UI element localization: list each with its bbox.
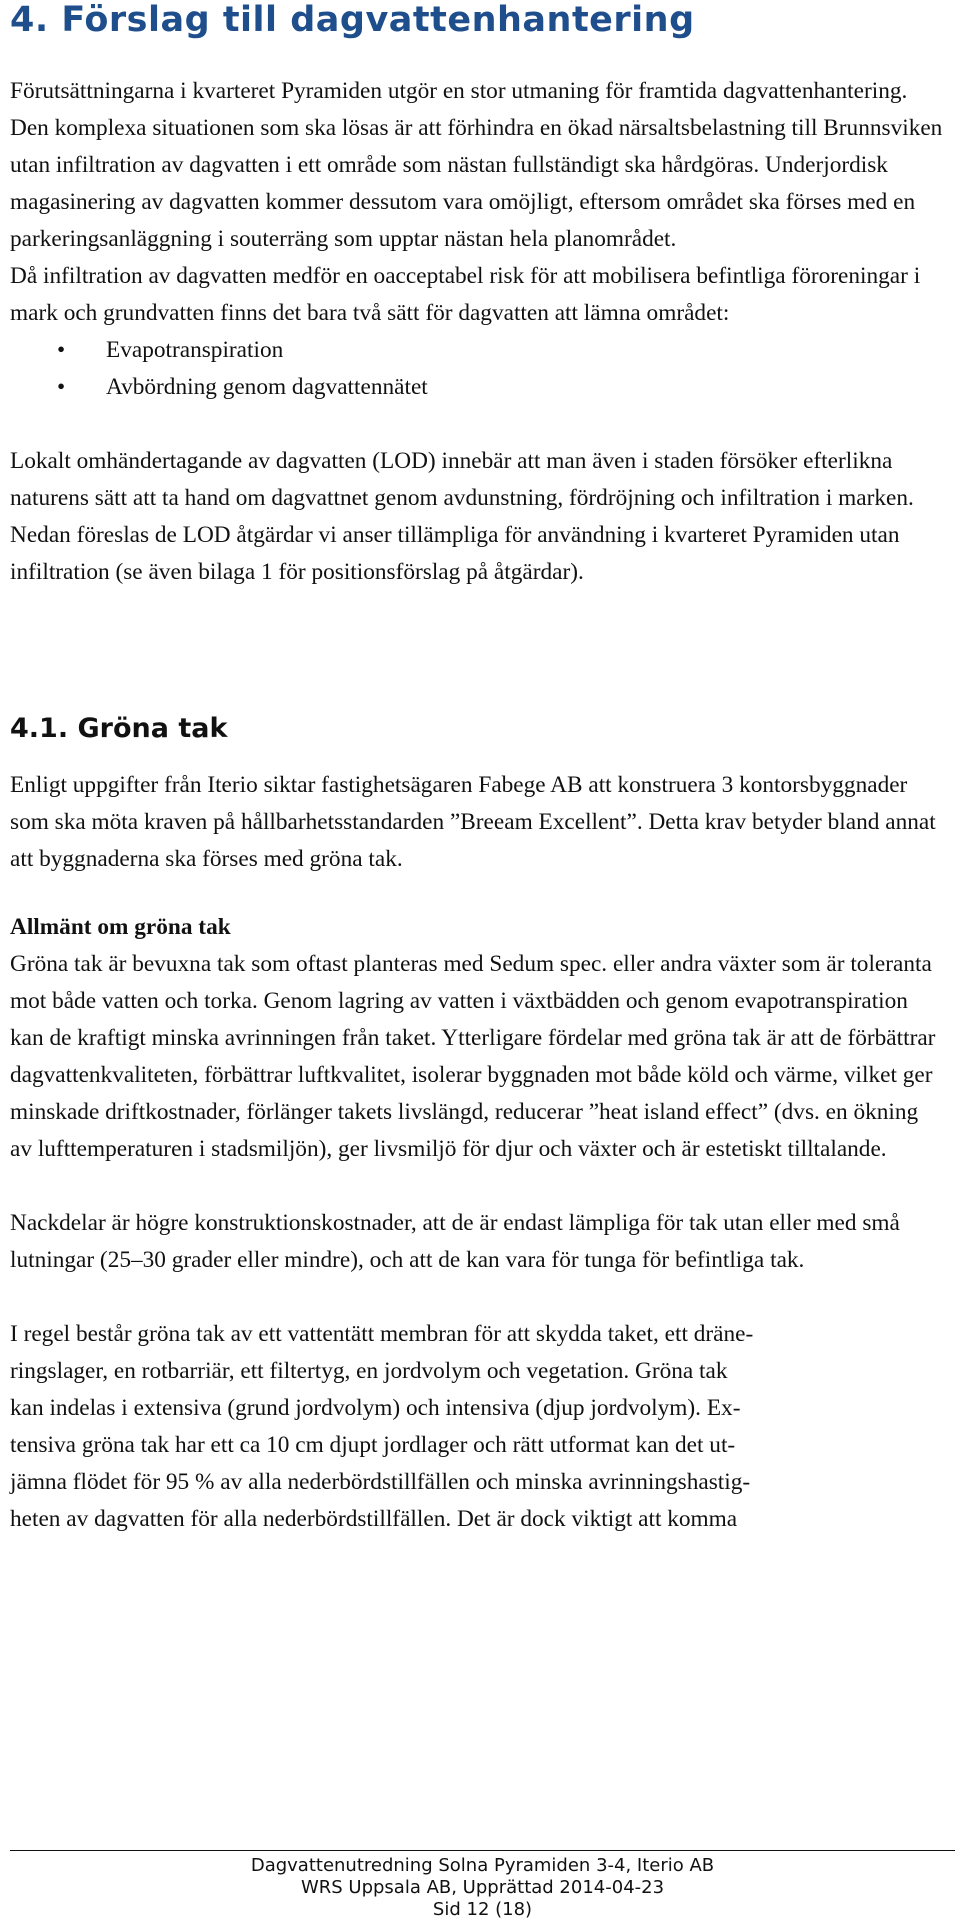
layers-line: kan indelas i extensiva (grund jordvolym) och intensiva (djup jordvolym). Ex- [10,1395,741,1421]
page-footer [10,1850,955,1921]
layers-line: I regel består gröna tak av ett vattentätt membran för att skydda taket, ett dräne- [10,1321,754,1347]
layers-paragraph [10,1316,945,1538]
general-heading: Allmänt om gröna tak [10,914,231,940]
bullet-list [10,332,945,406]
layers-line: heten av dagvatten för alla nederbördstillfällen. Det är dock viktigt att komma [10,1506,738,1532]
footer-project-line: Dagvattenutredning Solna Pyramiden 3-4, Iterio AB [250,1855,715,1876]
list-item [10,332,945,369]
page-number: Sid 12 (18) [432,1899,533,1920]
drawbacks-paragraph: Nackdelar är högre konstruktionskostnader, att de är endast lämpliga för tak utan eller med små lutningar (25–30 grader eller mindre), och att de kan vara för tunga för befintliga tak. [10,1210,900,1273]
intro-paragraph: Förutsättningarna i kvarteret Pyramiden utgör en stor utmaning för framtida dagvattenhantering. Den komplexa situationen som ska lösas är att förhindra en ökad närsaltsbelastning till Brunnsviken utan infiltration av dagvatten i ett område som nästan fullständigt ska hårdgöras. Underjordisk magasinering av dagvatten kommer dessutom vara omöjligt, eftersom området ska förses med en parkeringsanläggning i souterräng som upptar nästan hela planområdet. [10,78,943,252]
layers-line: jämna flödet för 95 % av alla nederbördstillfällen och minska avrinningshastig- [10,1469,751,1495]
layers-line: ringslager, en rotbarriär, ett filtertyg, en jordvolym och vegetation. Gröna tak [10,1358,728,1384]
layers-line: tensiva gröna tak har ett ca 10 cm djupt jordlager och rätt utformat kan det ut- [10,1432,736,1458]
general-paragraph: Gröna tak är bevuxna tak som oftast planteras med Sedum spec. eller andra växter som är toleranta mot både vatten och torka. Genom lagring av vatten i växtbädden och genom evapotranspiration kan de kraftigt minska avrinningen från taket. Ytterligare fördelar med gröna tak är att de förbättrar dagvattenkvaliteten, förbättrar luftkvalitet, isolerar byggnaden mot både köld och värme, vilket ger minskade driftkostnader, förlänger takets livslängd, reducerar ”heat island effect” (dvs. en ökning av lufttemperaturen i stadsmiljön), ger livsmiljö för djur och växter och är estetiskt tilltalande. [10,951,936,1162]
list-item [10,369,945,406]
document-page [10,0,945,1538]
bullet-icon: • [57,337,66,363]
iterio-paragraph: Enligt uppgifter från Iterio siktar fastighetsägaren Fabege AB att konstruera 3 kontorsbyggnader som ska möta kraven på hållbarhetsstandarden ”Breeam Excellent”. Detta krav betyder bland annat att byggnaderna ska förses med gröna tak. [10,772,936,872]
lod-paragraph: Lokalt omhändertagande av dagvatten (LOD) innebär att man även i staden försöker efterlikna naturens sätt att ta hand om dagvattnet genom avdunstning, fördröjning och infiltration i marken. Nedan föreslas de LOD åtgärdar vi anser tillämpliga för användning i kvarteret Pyramiden utan infiltration (se även bilaga 1 för positionsförslag på åtgärdar). [10,448,914,585]
section-title: 4. Förslag till dagvattenhantering [10,0,695,40]
subsection-title: 4.1. Gröna tak [10,713,228,744]
list-item-label: Avbördning genom dagvattennätet [106,374,428,400]
footer-author-line: WRS Uppsala AB, Upprättad 2014-04-23 [300,1877,665,1898]
infiltration-paragraph: Då infiltration av dagvatten medför en oacceptabel risk för att mobilisera befintliga föroreningar i mark och grundvatten finns det bara två sätt för dagvatten att lämna området: [10,263,921,326]
list-item-label: Evapotranspiration [106,337,284,363]
bullet-icon: • [57,374,66,400]
